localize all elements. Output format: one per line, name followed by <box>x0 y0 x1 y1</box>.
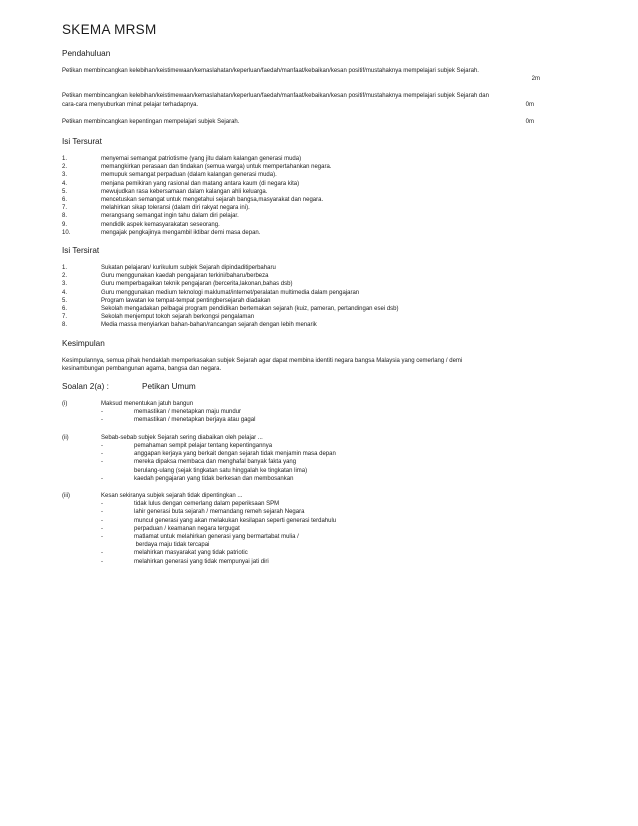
list-item <box>62 321 562 329</box>
list-item-number: 7. <box>62 314 68 321</box>
list-item <box>62 229 562 237</box>
bullet-dash: - <box>101 409 103 416</box>
list-item <box>62 188 562 196</box>
list-item-number: 7. <box>62 205 68 212</box>
answer-point <box>101 475 562 483</box>
list-item <box>62 180 562 188</box>
answer-point <box>101 408 562 416</box>
list-item <box>62 204 562 212</box>
pendahuluan-heading: Pendahuluan <box>62 49 111 58</box>
mark-value: 0m <box>525 118 534 125</box>
bullet-dash: - <box>101 517 103 524</box>
isi-tersirat-list <box>62 264 562 330</box>
questions-section <box>62 400 562 566</box>
question-text: Sebab-sebab subjek Sejarah sering diabaikan oleh pelajar ... <box>101 434 263 441</box>
list-item-text: Program lawatan ke tempat-tempat pentingbersejarah diadakan <box>101 297 271 304</box>
soalan-label: Soalan 2(a) : <box>62 382 109 392</box>
answer-point <box>101 558 562 566</box>
question-block <box>62 434 562 483</box>
list-item-number: 8. <box>62 322 68 329</box>
list-item-number: 5. <box>62 297 68 304</box>
list-item-number: 2. <box>62 273 68 280</box>
answer-point-continuation: berdaya maju tidak tercapai <box>134 542 210 549</box>
bullet-dash: - <box>101 459 103 466</box>
list-item <box>62 163 562 171</box>
answer-point <box>101 508 562 516</box>
answer-point-text: mereka dipaksa membaca dan menghafal banyak fakta yang <box>134 459 297 466</box>
bullet-dash: - <box>101 533 103 540</box>
list-item-text: Sukatan pelajaran/ kurikulum subjek Sejarah dipindaditiperbaharu <box>101 265 276 272</box>
answer-point-text: melahirkan generasi yang tidak mempunyai jati diri <box>134 558 269 565</box>
answer-point <box>101 517 562 525</box>
list-item-text: memangkirkan perasaan dan tindakan (semua warga) untuk mempertahankan negara. <box>101 164 332 171</box>
list-item-text: Guru menggunakan kaedah pengajaran terkini/baharu/berbeza <box>101 273 269 280</box>
list-item <box>62 305 562 313</box>
paragraph-text: kesinambungan pembangunan agama, bangsa dan negara. <box>62 365 222 372</box>
list-item-text: menyemai semangat patriotisme (yang jitu dalam kalangan generasi muda) <box>101 156 302 163</box>
list-item-number: 8. <box>62 213 68 220</box>
list-item <box>62 313 562 321</box>
answer-point <box>101 533 562 541</box>
pendahuluan-paragraph-2 <box>62 92 562 108</box>
isi-tersurat-heading: Isi Tersurat <box>62 137 102 147</box>
list-item-text: Media massa menyiarkan bahan-bahan/rancangan sejarah dengan lebih menarik <box>101 322 317 329</box>
pendahuluan-paragraph-3 <box>62 118 562 126</box>
document-page <box>62 22 562 575</box>
kesimpulan-paragraph <box>62 357 562 373</box>
bullet-dash: - <box>101 475 103 482</box>
list-item <box>62 221 562 229</box>
paragraph-text: Kesimpulannya, semua pihak hendaklah memperkasakan subjek Sejarah agar dapat membina identiti negara bangsa Malaysia yang cemerlang / demi <box>62 357 463 364</box>
list-item <box>62 196 562 204</box>
question-text: Maksud menentukan jatuh bangun <box>101 401 194 408</box>
answer-point-text: memastikan / menetapkan maju mundur <box>134 409 242 416</box>
list-item-number: 3. <box>62 172 68 179</box>
question-block <box>62 492 562 566</box>
bullet-dash: - <box>101 558 103 565</box>
document-title: SKEMA MRSM <box>62 22 157 37</box>
answer-point <box>101 442 562 450</box>
list-item-number: 6. <box>62 197 68 204</box>
list-item <box>62 289 562 297</box>
answer-point-text: tidak lulus dengan cemerlang dalam peperiksaan SPM <box>134 501 280 508</box>
list-item-text: mewujudkan rasa kebersamaan dalam kalangan ahli keluarga. <box>101 188 268 195</box>
list-item-number: 2. <box>62 164 68 171</box>
answer-point-text: memastikan / menetapkan berjaya atau gagal <box>134 417 256 424</box>
question-number: (ii) <box>62 434 69 441</box>
answer-point-text: pemahaman sempit pelajar tentang kepentingannya <box>134 442 273 449</box>
answer-point <box>101 525 562 533</box>
list-item-number: 5. <box>62 188 68 195</box>
answer-point <box>101 549 562 557</box>
paragraph-text: Petikan membincangkan kelebihan/keistimewaan/kemaslahatan/keperluan/faedah/manfaat/kebaikan/kesan positif/mustahaknya mempelajari subjek Sejarah dan <box>62 93 489 100</box>
list-item <box>62 171 562 179</box>
list-item-text: mencetuskan semangat untuk mengetahui sejarah bangsa,masyarakat dan negara. <box>101 197 324 204</box>
answer-point-text: anggapan kerjaya yang berkait dengan sejarah tidak menjamin masa depan <box>134 451 336 458</box>
answer-point <box>101 500 562 508</box>
list-item-text: Sekolah mengadakan pelbagai program pendidikan bertemakan sejarah (kuiz, pameran, pertandingan esei dsb) <box>101 306 399 313</box>
list-item-text: Sekolah menjemput tokoh sejarah berkongsi pengalaman <box>101 314 255 321</box>
list-item-text: melahirkan sikap toleransi (dalam diri rakyat negara ini). <box>101 205 250 212</box>
list-item-text: memupuk semangat perpaduan (dalam kalangan generasi muda). <box>101 172 277 179</box>
list-item-text: merangsang semangat ingin tahu dalam diri pelajar. <box>101 213 239 220</box>
paragraph-text: Petikan membincangkan kelebihan/keistimewaan/kemaslahatan/keperluan/faedah/manfaat/kebaikan/kesan positif/mustahaknya mempelajari subjek Sejarah. <box>62 68 479 74</box>
soalan-value: Petikan Umum <box>142 382 196 392</box>
list-item-number: 4. <box>62 289 68 296</box>
answer-point-text: matlamat untuk melahirkan generasi yang bermartabat mulia / <box>134 533 299 540</box>
list-item-text: menjana pemikiran yang rasional dan matang antara kaum (di negara kita) <box>101 180 300 187</box>
answer-point-text: lahir generasi buta sejarah / memandang remeh sejarah Negara <box>134 509 305 516</box>
question-text: Kesan sekiranya subjek sejarah tidak dipentingkan ... <box>101 492 243 499</box>
bullet-dash: - <box>101 501 103 508</box>
answer-point-text: kaedah pengajaran yang tidak berkesan dan membosankan <box>134 475 294 482</box>
paragraph-text: Petikan membincangkan kepentingan mempelajari subjek Sejarah. <box>62 118 240 125</box>
bullet-dash: - <box>101 525 103 532</box>
pendahuluan-paragraph-1 <box>62 67 562 83</box>
answer-point-text: perpaduan / keamanan negara tergugat <box>134 525 240 532</box>
kesimpulan-heading: Kesimpulan <box>62 338 105 348</box>
bullet-dash: - <box>101 451 103 458</box>
list-item <box>62 212 562 220</box>
list-item-number: 1. <box>62 265 68 272</box>
isi-tersirat-heading: Isi Tersirat <box>62 246 100 256</box>
list-item-number: 1. <box>62 156 68 163</box>
answer-point-continuation: berulang-ulang (sejak tingkatan satu hinggalah ke tingkatan lima) <box>134 467 308 474</box>
list-item <box>62 272 562 280</box>
mark-value: 0m <box>525 101 534 108</box>
paragraph-text: cara-cara menyuburkan minat pelajar terhadapnya. <box>62 101 199 108</box>
answer-point <box>101 450 562 458</box>
list-item <box>62 264 562 272</box>
answer-point-text: muncul generasi yang akan melakukan kesilapan seperti generasi terdahulu <box>134 517 337 524</box>
answer-point <box>101 416 562 424</box>
list-item-number: 6. <box>62 306 68 313</box>
list-item-text: mendidik aspek kemasyarakatan seseorang. <box>101 221 220 228</box>
list-item-number: 3. <box>62 281 68 288</box>
list-item-text: Guru memperbagaikan teknik pengajaran (bercerita,lakonan,bahas dsb) <box>101 281 293 288</box>
soalan-heading <box>62 382 562 391</box>
list-item-number: 10. <box>62 229 71 236</box>
question-number: (i) <box>62 401 68 408</box>
mark-value: 2m <box>531 76 540 83</box>
answer-point <box>101 458 562 466</box>
bullet-dash: - <box>101 509 103 516</box>
list-item <box>62 280 562 288</box>
isi-tersurat-list <box>62 155 562 237</box>
list-item-text: Guru menggunakan medium teknologi maklumat/internet/peralatan multimedia dalam pengajaran <box>101 289 360 296</box>
list-item-text: mengajak pengkajinya mengambil iktibar demi masa depan. <box>101 229 261 236</box>
bullet-dash: - <box>101 550 103 557</box>
list-item <box>62 155 562 163</box>
list-item <box>62 297 562 305</box>
bullet-dash: - <box>101 442 103 449</box>
bullet-dash: - <box>101 417 103 424</box>
list-item-number: 9. <box>62 221 68 228</box>
list-item-number: 4. <box>62 180 68 187</box>
question-number: (iii) <box>62 492 70 499</box>
answer-point-text: melahirkan masyarakat yang tidak patriotic <box>134 550 248 557</box>
question-block <box>62 400 562 425</box>
